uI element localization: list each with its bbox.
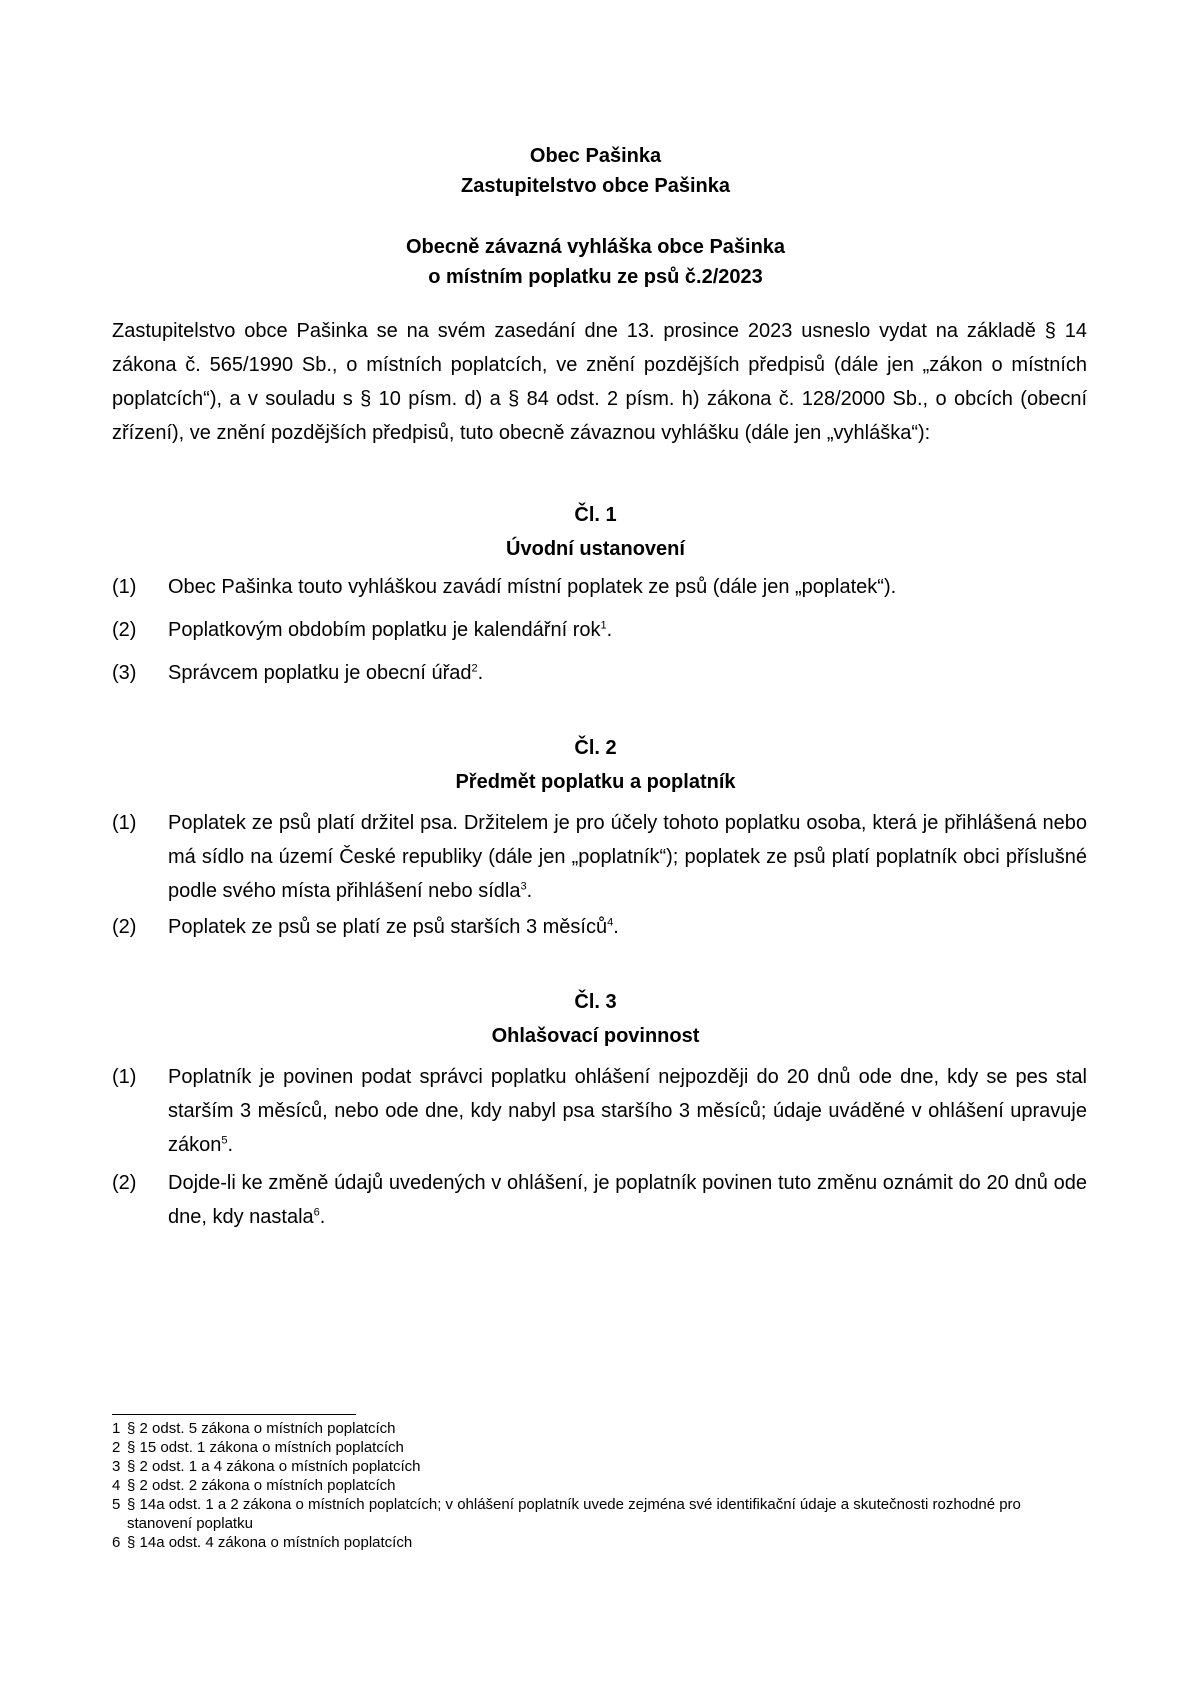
footnote-text: § 14a odst. 1 a 2 zákona o místních poplatcích; v ohlášení poplatník uvede zejména své identifikační údaje a skutečnosti rozhodné pro stanovení poplatku (127, 1496, 1021, 1532)
paragraph-text: Dojde-li ke změně údajů uvedených v ohlášení, je poplatník povinen tuto změnu oznámit do 20 dnů ode dne, kdy nastala (168, 1172, 1087, 1228)
paragraph-text: Poplatek ze psů platí držitel psa. Držitelem je pro účely tohoto poplatku osoba, která je přihlášená nebo má sídlo na území České republiky (dále jen „poplatník“); poplatek ze psů platí poplatník obci příslušné podle svého místa přihlášení nebo sídla (168, 812, 1087, 902)
article-title: Ohlašovací povinnost (491, 1025, 700, 1047)
article-1-paragraph-3: (3) Správcem poplatku je obecní úřad$^2$. (112, 656, 1087, 690)
article-3-paragraph-1: (1) Poplatník je povinen podat správci poplatku ohlášení nejpozději do 20 dnů ode dne, kdy se pes stal starším 3 měsíců, nebo ode dne, kdy nabyl psa staršího 3 měsíců; údaje uváděné v ohlášení upravuje zákon$^5$. (112, 1060, 1087, 1162)
article-2-paragraph-1: (1) Poplatek ze psů platí držitel psa. Držitelem je pro účely tohoto poplatku osoba, která je přihlášená nebo má sídlo na území České republiky (dále jen „poplatník“); poplatek ze psů platí poplatník obci příslušné podle svého místa přihlášení nebo sídla$^3$. (112, 806, 1087, 908)
article-3-paragraph-2: (2) Dojde-li ke změně údajů uvedených v ohlášení, je poplatník povinen tuto změnu oznámit do 20 dnů ode dne, kdy nastala$^6$. (112, 1166, 1087, 1234)
article-number: Čl. 2 (574, 737, 617, 759)
article-number: Čl. 3 (574, 991, 617, 1013)
footnote-number: 6 (112, 1534, 121, 1551)
footnote-text: § 2 odst. 1 a 4 zákona o místních poplatcích (127, 1458, 421, 1475)
footnote-text: § 15 odst. 1 zákona o místních poplatcích (127, 1439, 404, 1456)
paragraph-text: Správcem poplatku je obecní úřad (168, 662, 472, 684)
footnote-number: 2 (112, 1439, 121, 1456)
document-title (0, 232, 1191, 292)
footnote-text: § 2 odst. 5 zákona o místních poplatcích (127, 1420, 396, 1437)
paragraph-text: Poplatek ze psů se platí ze psů starších 3 měsíců (168, 916, 608, 938)
paragraph-number: (2) (112, 619, 137, 641)
footnotes (112, 1419, 1072, 1552)
footnote-ref: 1 (600, 619, 607, 632)
title-line-2: o místním poplatku ze psů č.2/2023 (428, 266, 763, 288)
paragraph-text: Obec Pašinka touto vyhláškou zavádí místní poplatek ze psů (dále jen „poplatek“). (168, 576, 897, 598)
footnote-number: 4 (112, 1477, 121, 1494)
footnote-1 (112, 1419, 1072, 1438)
article-1-heading (0, 498, 1191, 566)
footnote-3 (112, 1457, 1072, 1476)
paragraph-number: (1) (112, 812, 137, 834)
footnote-4 (112, 1476, 1072, 1495)
municipality-name: Obec Pašinka (529, 145, 662, 167)
footnote-text: § 2 odst. 2 zákona o místních poplatcích (127, 1477, 396, 1494)
council-name: Zastupitelstvo obce Pašinka (461, 175, 730, 197)
paragraph-number: (3) (112, 662, 137, 684)
footnote-ref: 2 (471, 662, 478, 675)
paragraph-text: Poplatkovým obdobím poplatku je kalendářní rok (168, 619, 601, 641)
article-title: Předmět poplatku a poplatník (455, 771, 736, 793)
article-3-heading (0, 985, 1191, 1053)
paragraph-number: (1) (112, 576, 137, 598)
footnote-ref: 4 (607, 916, 614, 929)
footnote-ref: 5 (221, 1134, 228, 1147)
intro-paragraph: Zastupitelstvo obce Pašinka se na svém zasedání dne 13. prosince 2023 usneslo vydat na základě § 14 zákona č. 565/1990 Sb., o místních poplatcích, ve znění pozdějších předpisů (dále jen „zákon o místních poplatcích“), a v souladu s § 10 písm. d) a § 84 odst. 2 písm. h) zákona č. 128/2000 Sb., o obcích (obecní zřízení), ve znění pozdějších předpisů, tuto obecně závaznou vyhlášku (dále jen „vyhláška“): (112, 320, 1087, 444)
footnote-number: 3 (112, 1458, 121, 1475)
footnote-ref: 6 (313, 1206, 320, 1219)
footnote-separator (112, 1414, 356, 1415)
article-title: Úvodní ustanovení (506, 538, 685, 560)
article-number: Čl. 1 (574, 504, 617, 526)
footnote-6 (112, 1533, 1072, 1552)
footnote-2 (112, 1438, 1072, 1457)
article-1-paragraph-1 (112, 570, 1087, 604)
footnote-number: 5 (112, 1496, 121, 1513)
paragraph-number: (1) (112, 1066, 137, 1088)
footnote-text: § 14a odst. 4 zákona o místních poplatcích (127, 1534, 413, 1551)
article-2-heading (0, 731, 1191, 799)
article-1-paragraph-2: (2) Poplatkovým obdobím poplatku je kalendářní rok$^1$. (112, 613, 1087, 647)
paragraph-number: (2) (112, 916, 137, 938)
paragraph-number: (2) (112, 1172, 137, 1194)
article-2-paragraph-2: (2) Poplatek ze psů se platí ze psů starších 3 měsíců$^4$. (112, 910, 1087, 944)
paragraph-text: Poplatník je povinen podat správci poplatku ohlášení nejpozději do 20 dnů ode dne, kdy se pes stal starším 3 měsíců, nebo ode dne, kdy nabyl psa staršího 3 měsíců; údaje uváděné v ohlášení upravuje zákon (168, 1066, 1087, 1156)
footnote-ref: 3 (520, 880, 527, 893)
footnote-number: 1 (112, 1420, 121, 1437)
document-header (0, 141, 1191, 201)
footnote-5 (112, 1495, 1072, 1533)
title-line-1: Obecně závazná vyhláška obce Pašinka (405, 236, 786, 258)
